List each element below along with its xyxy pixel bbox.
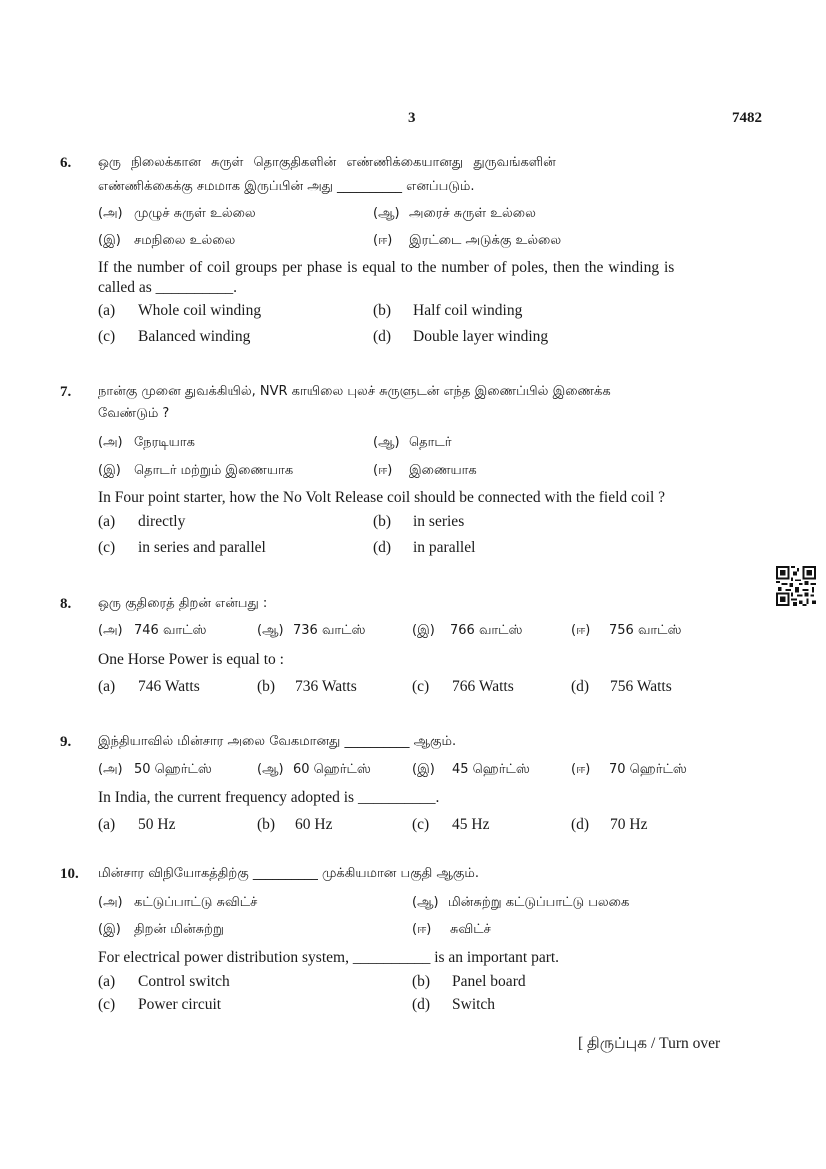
option-label: (ஆ) [373,206,400,221]
option-label: (c) [412,816,430,833]
question-number: 8. [60,596,72,612]
option-text: 60 Hz [295,816,333,833]
option-text: 50 ஹெர்ட்ஸ் [134,762,212,777]
english-option-d [571,816,647,834]
english-option-b [373,302,522,320]
option-text: in series and parallel [138,539,266,556]
option-text: இணையாக [409,463,477,478]
question-number: 9. [60,734,72,750]
option-text: in parallel [413,539,476,556]
option-text: directly [138,513,186,530]
question-number: 10. [60,866,79,882]
tamil-option-d [412,922,491,938]
page-number: 3 [408,110,416,126]
option-text: Whole coil winding [138,302,262,319]
option-text: சுவிட்ச் [450,922,491,937]
option-label: (அ) [98,895,123,910]
tamil-option-a [98,206,256,222]
tamil-option-b [373,206,536,222]
qr-code-icon [776,566,816,606]
option-label: (c) [98,996,116,1013]
option-label: (b) [373,513,392,530]
option-label: (c) [412,678,430,695]
option-text: 736 Watts [295,678,357,695]
tamil-question-line: இந்தியாவில் மின்சார அலை வேகமானது __________ ஆகும். [98,734,457,749]
option-label: (இ) [98,233,121,248]
tamil-question-line: வேண்டும் ? [98,406,170,421]
english-option-b [257,816,332,834]
option-text: 60 ஹெர்ட்ஸ் [293,762,371,777]
option-text: Panel board [452,973,526,990]
option-label: (ஆ) [412,895,439,910]
option-label: (d) [373,539,392,556]
tamil-question-line: மின்சார விநியோகத்திற்கு __________ முக்கியமான பகுதி ஆகும். [98,866,479,881]
option-label: (அ) [98,623,123,638]
paper-code: 7482 [732,110,762,126]
option-label: (b) [257,816,276,833]
english-option-c [98,328,250,346]
option-text: Power circuit [138,996,222,1013]
tamil-option-a [98,435,195,451]
english-question-line: In India, the current frequency adopted is __________. [98,789,440,806]
english-option-a [98,513,185,531]
english-option-c [412,816,489,834]
option-label: (a) [98,678,116,695]
option-label: (d) [412,996,431,1013]
tamil-option-c [98,463,293,479]
option-text: 766 வாட்ஸ் [450,623,523,638]
english-question-line: For electrical power distribution system, __________ is an important part. [98,949,560,966]
option-text: அரைச் சுருள் உல்லை [409,206,536,221]
option-text: Control switch [138,973,230,990]
option-text: 756 வாட்ஸ் [609,623,682,638]
option-text: முழுச் சுருள் உல்லை [134,206,256,221]
question-number: 7. [60,384,72,400]
tamil-option-c [412,623,523,639]
english-option-d [373,328,548,346]
option-label: (இ) [98,922,121,937]
option-label: (ஈ) [373,463,393,478]
option-label: (d) [373,328,392,345]
option-label: (அ) [98,762,123,777]
english-option-a [98,816,175,834]
option-text: 766 Watts [452,678,514,695]
tamil-option-b [257,762,371,778]
option-text: Switch [452,996,496,1013]
english-question-line: If the number of coil groups per phase is equal to the number of poles, then the winding is [98,259,675,276]
english-question-line: In Four point starter, how the No Volt Release coil should be connected with the field coil ? [98,489,666,506]
option-text: 736 வாட்ஸ் [293,623,366,638]
option-text: நேரடியாக [134,435,195,450]
option-text: 746 Watts [138,678,200,695]
tamil-option-c [98,922,224,938]
option-text: மின்சுற்று கட்டுப்பாட்டு பலகை [448,895,630,910]
option-text: Balanced winding [138,328,251,345]
option-label: (ஈ) [571,623,591,638]
tamil-option-d [373,463,477,479]
option-text: தொடர் [409,435,452,450]
turn-over-note: [ திருப்புக / Turn over [578,1035,721,1052]
option-label: (ஈ) [412,922,432,937]
option-text: 746 வாட்ஸ் [134,623,207,638]
tamil-question-line: ஒரு குதிரைத் திறன் என்பது : [98,596,268,611]
english-option-c [98,996,221,1014]
option-text: 756 Watts [610,678,672,695]
english-question-line: One Horse Power is equal to : [98,651,284,668]
english-option-d [412,996,495,1014]
option-label: (c) [98,328,116,345]
english-option-b [373,513,464,531]
option-label: (b) [412,973,431,990]
english-option-b [257,678,357,696]
option-label: (a) [98,816,116,833]
option-label: (a) [98,973,116,990]
option-label: (ஈ) [571,762,591,777]
option-text: Double layer winding [413,328,549,345]
option-label: (c) [98,539,116,556]
option-text: தொடர் மற்றும் இணையாக [134,463,294,478]
option-text: திறன் மின்சுற்று [134,922,224,937]
option-text: சமநிலை உல்லை [134,233,236,248]
english-question-line: called as __________. [98,279,238,296]
option-label: (இ) [412,623,435,638]
option-text: 45 Hz [452,816,490,833]
english-option-c [412,678,514,696]
option-text: 70 Hz [610,816,648,833]
option-label: (d) [571,678,590,695]
option-text: இரட்டை அடுக்கு உல்லை [409,233,562,248]
english-option-d [373,539,475,557]
option-label: (ஆ) [257,762,284,777]
tamil-option-c [98,233,235,249]
option-text: Half coil winding [413,302,523,319]
option-label: (ஆ) [373,435,400,450]
tamil-option-b [373,435,452,451]
english-option-c [98,539,266,557]
option-label: (அ) [98,435,123,450]
english-option-a [98,973,230,991]
tamil-option-d [373,233,561,249]
tamil-question-line: நான்கு முனை துவக்கியில், NVR காயிலை புலச் சுருளுடன் எந்த இணைப்பில் இணைக்க [98,384,611,399]
tamil-option-a [98,623,207,639]
tamil-option-d [571,762,687,778]
tamil-option-b [257,623,366,639]
option-text: 45 ஹெர்ட்ஸ் [452,762,530,777]
tamil-option-c [412,762,530,778]
option-label: (b) [373,302,392,319]
tamil-option-a [98,762,212,778]
tamil-question-line: ஒரு நிலைக்கான சுருள் தொகுதிகளின் எண்ணிக்கையானது துருவங்களின் [98,155,556,170]
english-option-d [571,678,672,696]
option-label: (a) [98,302,116,319]
option-text: 70 ஹெர்ட்ஸ் [609,762,687,777]
english-option-a [98,678,200,696]
option-label: (இ) [98,463,121,478]
option-label: (a) [98,513,116,530]
option-text: in series [413,513,465,530]
option-label: (d) [571,816,590,833]
question-number: 6. [60,155,72,171]
option-label: (இ) [412,762,435,777]
option-text: 50 Hz [138,816,176,833]
tamil-option-d [571,623,682,639]
english-option-a [98,302,261,320]
option-label: (ஈ) [373,233,393,248]
option-label: (b) [257,678,276,695]
tamil-option-b [412,895,629,911]
tamil-question-line: எண்ணிக்கைக்கு சமமாக இருப்பின் அது __________ எனப்படும். [98,179,475,194]
english-option-b [412,973,526,991]
tamil-option-a [98,895,257,911]
option-label: (அ) [98,206,123,221]
option-label: (ஆ) [257,623,284,638]
option-text: கட்டுப்பாட்டு சுவிட்ச் [134,895,258,910]
